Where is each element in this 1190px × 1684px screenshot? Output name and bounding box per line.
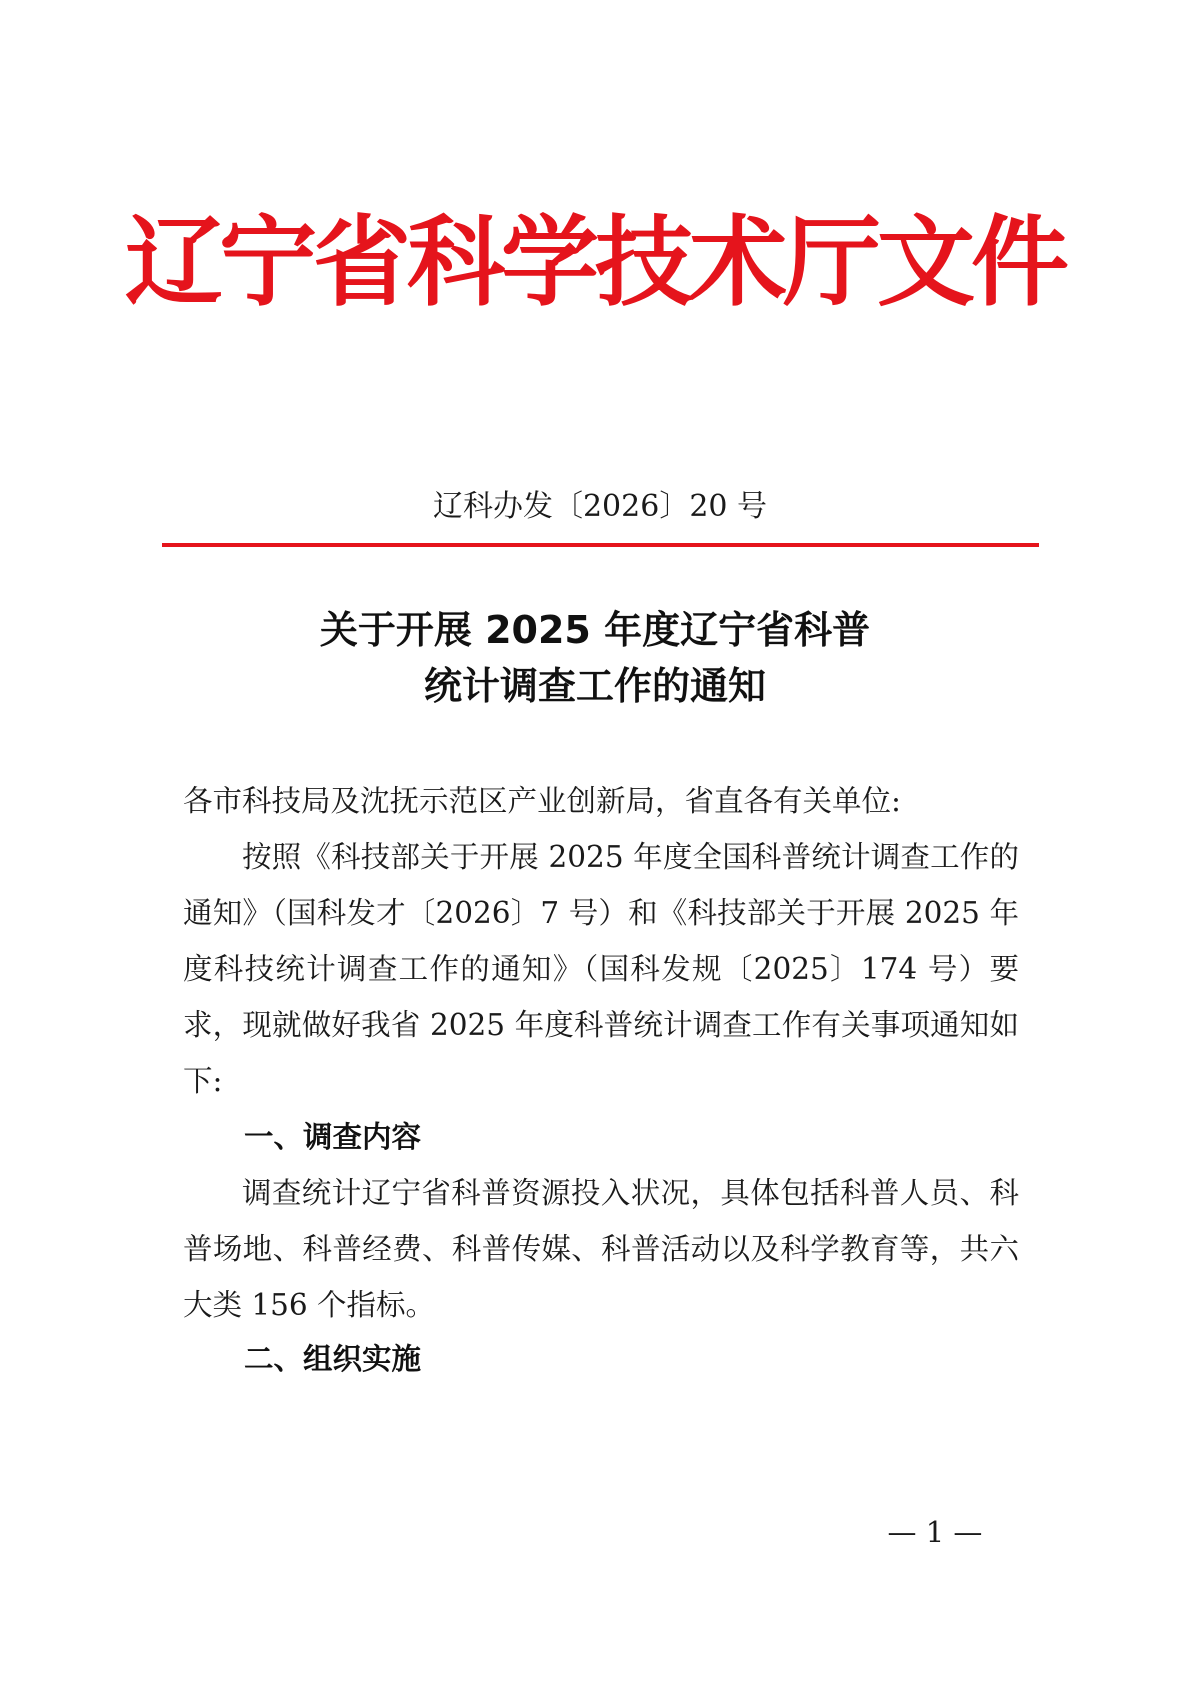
document-title [150, 602, 1040, 714]
body-paragraph-1: 按照《科技部关于开展 2025 年度全国科普统计调查工作的通知》（国科发才〔2026〕7 号）和《科技部关于开展 2025 年度科技统计调查工作的通知》（国科发规〔2025〕174 号）要求，现就做好我省 2025 年度科普统计调查工作有关事项通知如下: [183, 840, 1019, 1098]
body-paragraph-2: 调查统计辽宁省科普资源投入状况，具体包括科普人员、科普场地、科普经费、科普传媒、科普活动以及科学教育等，共六大类 156 个指标。 [183, 1176, 1019, 1322]
salutation: 各市科技局及沈抚示范区产业创新局，省直各有关单位: [183, 784, 901, 818]
issuing-organization-title: 辽宁省科学技术厅文件 [125, 206, 1066, 320]
section-heading-1: 一、调查内容 [244, 1120, 422, 1154]
section-heading-2: 二、组织实施 [244, 1342, 422, 1376]
document-title-line-1: 关于开展 2025 年度辽宁省科普 [319, 608, 871, 652]
document-number: 辽科办发〔2026〕20 号 [432, 489, 768, 524]
document-title-line-2: 统计调查工作的通知 [423, 664, 766, 708]
red-divider-line [162, 543, 1039, 547]
page-number: — 1 — [887, 1515, 983, 1549]
